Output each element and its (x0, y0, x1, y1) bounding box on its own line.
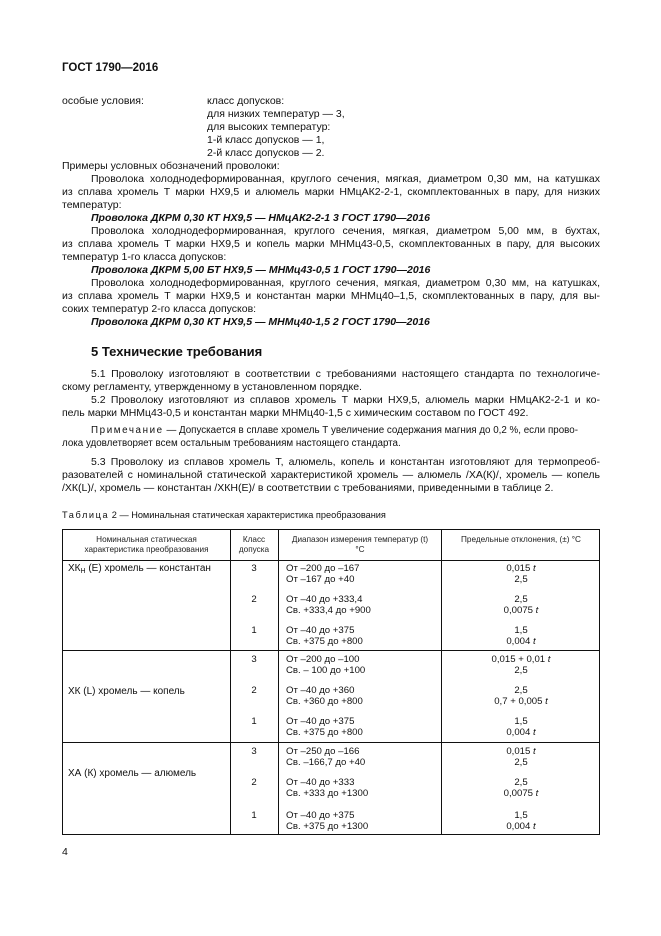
note (91, 424, 600, 437)
variable-t: t (545, 696, 548, 707)
header-characteristic: Номинальная статическая характеристика преобразования (84, 535, 209, 554)
document-header: ГОСТ 1790—2016 (62, 62, 159, 74)
deviation-value: 2,5 (514, 777, 528, 788)
characteristic-name-rest: (Е) хромель — константан (85, 563, 211, 574)
example-2-text: температур 1-го класса допусков: (62, 251, 227, 263)
deviation-value: 1,5 (514, 625, 528, 636)
tolerance-class: 2 (251, 594, 257, 605)
characteristic-name: ХК (L) хромель — копель (68, 686, 185, 697)
table-caption-text: 2 — Номинальная статическая характеристика преобразования (109, 510, 386, 520)
table-divider (63, 742, 599, 743)
temperature-range: Св. +333,4 до +900 (286, 605, 371, 616)
deviation-value: 0,004 t (506, 636, 536, 647)
tolerance-class: 1 (251, 716, 257, 727)
temperature-range: От –200 до –167 (286, 563, 360, 574)
example-3-text: из сплава хромель Т марки НХ9,5 и константан марки МНМц40–1,5, скомплектованных в пару, для вы- (62, 290, 600, 302)
table-divider (278, 530, 279, 834)
variable-t: t (535, 605, 539, 616)
table-divider (230, 530, 231, 834)
tolerance-class: 1 (251, 810, 257, 821)
paragraph-5-2: 5.2 Проволоку изготовляют из сплавов хромель Т марки НХ9,5, алюмель марки НМцАК2-2-1 и ко- (91, 394, 600, 406)
variable-t: t (533, 727, 536, 738)
special-line: для низких температур — 3, (207, 108, 345, 120)
example-1-text: из сплава хромель Т марки НХ9,5 и алюмель марки НМцАК2-2-1, скомплектованных в пару, для низких (62, 186, 600, 198)
tolerance-class: 2 (251, 685, 257, 696)
temperature-range: От –250 до –166 (286, 746, 360, 757)
temperature-range: Св. +375 до +800 (286, 636, 363, 647)
deviation-value: 2,5 (514, 665, 528, 676)
deviation-value: 0,015 t (506, 563, 536, 574)
deviation-value: 0,004 t (506, 821, 536, 832)
temperature-range: От –40 до +375 (286, 625, 355, 636)
examples-intro: Примеры условных обозначений проволоки: (62, 160, 280, 172)
temperature-range: Св. +360 до +800 (286, 696, 363, 707)
paragraph-5-3: разователей с номинальной статической характеристикой хромель — алюмель /ХА(К)/, хромель — копель (62, 469, 600, 481)
characteristic-name (68, 563, 211, 574)
temperature-range: От –40 до +375 (286, 810, 355, 821)
temperature-range: От –40 до +375 (286, 716, 355, 727)
deviation-value: 0,0075 t (503, 788, 539, 799)
table-divider (63, 650, 599, 651)
variable-t: t (533, 821, 536, 832)
special-line: 2-й класс допусков — 2. (207, 147, 325, 159)
paragraph-5-1: 5.1 Проволоку изготовляют в соответствии с требованиями настоящего стандарта по технологиче- (91, 368, 600, 380)
example-3-text: соких температур 2-го класса допусков: (62, 303, 257, 315)
deviation-value: 0,004 t (506, 727, 536, 738)
example-1-text: температур: (62, 199, 122, 211)
example-3-text: Проволока холоднодеформированная, круглого сечения, мягкая, диаметром 0,30 мм, на катушках, (91, 277, 600, 289)
example-3-designation: Проволока ДКРМ 0,30 КТ НХ9,5 — МНМц40-1,5 2 ГОСТ 1790—2016 (91, 316, 430, 328)
temperature-range: От –167 до +40 (286, 574, 355, 585)
paragraph-5-3: 5.3 Проволоку из сплавов хромель Т, алюмель, копель и константан изготовляют для термопреоб- (91, 456, 600, 468)
deviation-value: 0,0075 t (503, 605, 539, 616)
paragraph-5-1: скому регламенту, утвержденному в установленном порядке. (62, 381, 362, 393)
temperature-range: Св. +375 до +800 (286, 727, 363, 738)
note-text: — Допускается в сплаве хромель Т увеличение содержания магния до 0,2 %, если прово- (163, 425, 578, 436)
variable-t: t (533, 563, 536, 574)
temperature-range: Св. +333 до +1300 (286, 788, 369, 799)
deviation-value: 2,5 (514, 757, 528, 768)
page-number: 4 (62, 846, 68, 858)
special-line: для высоких температур: (207, 121, 331, 133)
deviation-value: 0,015 + 0,01 t (491, 654, 551, 665)
tolerance-class: 2 (251, 777, 257, 788)
section-title: 5 Технические требования (91, 344, 263, 359)
deviation-value: 2,5 (514, 685, 528, 696)
variable-t: t (533, 636, 536, 647)
special-line: 1-й класс допусков — 1, (207, 134, 325, 146)
example-1-designation: Проволока ДКРМ 0,30 КТ НХ9,5 — НМцАК2-2-1 3 ГОСТ 1790—2016 (91, 212, 430, 224)
header-range: Диапазон измерения температур (t) °С (291, 535, 429, 554)
temperature-range: От –40 до +333 (286, 777, 355, 788)
special-line: класс допусков: (207, 95, 285, 107)
example-1-text: Проволока холоднодеформированная, круглого сечения, мягкая, диаметром 0,30 мм, на катушках (91, 173, 600, 185)
example-2-designation: Проволока ДКРМ 5,00 БТ НХ9,5 — МНМц43-0,5 1 ГОСТ 1790—2016 (91, 264, 431, 276)
characteristic-name-sub: Н (80, 568, 86, 575)
variable-t: t (535, 788, 539, 799)
tolerance-class: 3 (251, 746, 257, 757)
characteristic-name-main: ХК (68, 563, 81, 574)
temperature-range: От –40 до +333,4 (286, 594, 363, 605)
table-divider (63, 560, 599, 561)
deviation-value: 2,5 (514, 594, 528, 605)
tolerance-class: 3 (251, 654, 257, 665)
characteristic-name: ХА (К) хромель — алюмель (68, 768, 197, 779)
temperature-range: Св. – 100 до +100 (286, 665, 366, 676)
deviation-value: 1,5 (514, 716, 528, 727)
note-label: Примечание (91, 425, 164, 436)
deviation-value: 2,5 (514, 574, 528, 585)
note-text: лока удовлетворяет всем остальным требованиям настоящего стандарта. (62, 438, 401, 449)
table-caption (62, 510, 386, 520)
temperature-range: Св. –166,7 до +40 (286, 757, 366, 768)
paragraph-5-3: /ХК(L)/, хромель — константан /ХКН(Е)/ в соответствии с требованиями, приведенными в таблице 2. (62, 482, 554, 494)
example-2-text: Проволока холоднодеформированная, круглого сечения, мягкая, диаметром 5,00 мм, в бухтах, (91, 225, 600, 237)
tolerance-class: 3 (251, 563, 257, 574)
variable-t: t (533, 746, 536, 757)
paragraph-5-2: пель марки МНМц43-0,5 и константан марки МНМц40-1,5 с химическим составом по ГОСТ 492. (62, 407, 529, 419)
temperature-range: Св. +375 до +1300 (286, 821, 369, 832)
deviation-value: 0,7 + 0,005 t (494, 696, 548, 707)
temperature-range: От –40 до +360 (286, 685, 355, 696)
example-2-text: из сплава хромель Т марки НХ9,5 и копель марки МНМц43-0,5, скомплектованных в пару, для высоких (62, 238, 600, 250)
table-divider (441, 530, 442, 834)
characteristics-table (62, 529, 600, 835)
header-class: Класс допуска (238, 535, 270, 554)
deviation-value: 1,5 (514, 810, 528, 821)
temperature-range: От –200 до –100 (286, 654, 360, 665)
header-deviation: Предельные отклонения, (±) °С (461, 535, 581, 544)
tolerance-class: 1 (251, 625, 257, 636)
table-caption-label: Таблица (62, 510, 110, 520)
variable-t: t (547, 654, 551, 665)
deviation-value: 0,015 t (506, 746, 536, 757)
special-conditions-label: особые условия: (62, 95, 144, 107)
